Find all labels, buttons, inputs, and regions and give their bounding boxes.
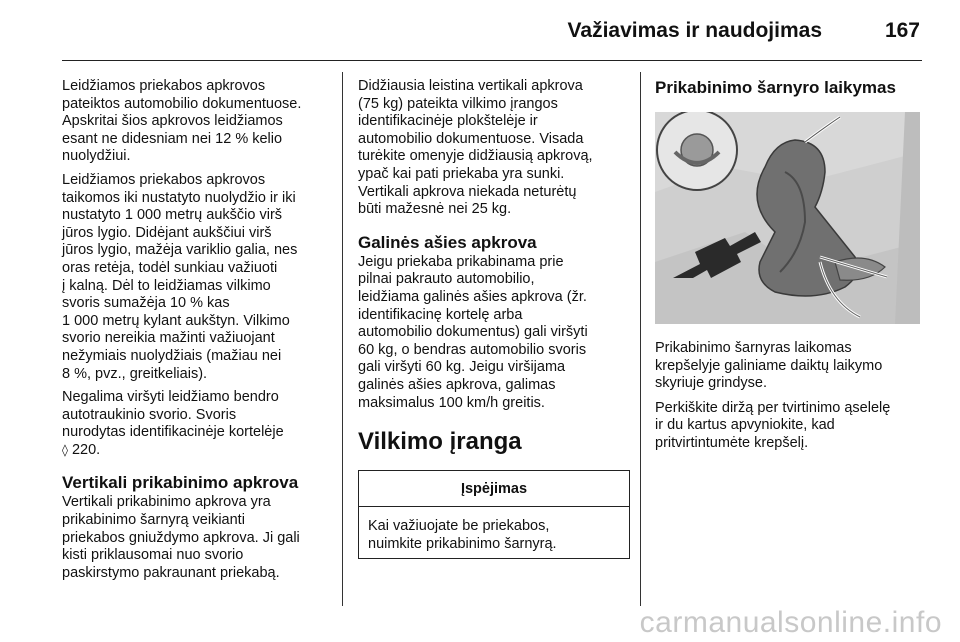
warning-title: Įspėjimas <box>359 471 629 507</box>
heading-rear-axle-load: Galinės ašies apkrova <box>358 232 537 252</box>
column-left <box>62 78 330 588</box>
heading-towing-equipment: Vilkimo įranga <box>358 428 522 456</box>
paragraph-vertical-load: Vertikali prikabinimo apkrova yra prikabinimo šarnyrą veikianti priekabos gniuždymo apkrova. Ji gali kisti priklausomai nuo svorio paskirstymo pakraunant priekabą. <box>62 494 300 581</box>
gross-weight-text: Negalima viršyti leidžiamo bendro autotraukinio svorio. Svoris nurodytas identifikacinėje kortelėje <box>62 389 284 441</box>
page-number: 167 <box>884 19 920 42</box>
paragraph-hitch-location: Prikabinimo šarnyras laikomas krepšelyje galiniame daiktų laikymo skyriuje grindyse. <box>655 340 883 392</box>
heading-hitch-storage: Prikabinimo šarnyro laikymas <box>655 78 896 97</box>
paragraph-strap-instructions: Perkiškite diržą per tvirtinimo ąselelę ir du kartus apvyniokite, kad pritvirtintumėte krepšelį. <box>655 399 891 451</box>
header-rule <box>62 60 922 61</box>
paragraph-trailer-loads: Leidžiamos priekabos apkrovos pateiktos automobilio dokumentuose. Apskritai šios apkrovos leidžiamos esant ne didesniam nei 12 % kelio nuolydžiui. <box>62 78 302 165</box>
running-header-title: Važiavimas ir naudojimas <box>567 19 822 42</box>
watermark-url: carmanualsonline.info <box>639 606 942 639</box>
heading-vertical-load: Vertikali prikabinimo apkrova <box>62 473 299 493</box>
page-reference-arrow-icon: ◊ <box>62 442 68 457</box>
column-divider-1 <box>342 72 343 606</box>
column-divider-2 <box>640 72 641 606</box>
paragraph-max-vertical-load: Didžiausia leistina vertikali apkrova (75 kg) pateikta vilkimo įrangos identifikacinėje plokštelėje ir automobilio dokumentuose. Visada turėkite omenyje didžiausią apkrovą, ypač kai pati priekaba yra sunki. Vertikali apkrova niekada neturėtų būti mažesnė nei 25 kg. <box>358 78 593 218</box>
warning-box <box>358 470 630 559</box>
page-reference-link[interactable]: 220. <box>67 441 101 458</box>
paragraph-rear-axle-load: Jeigu priekaba prikabinama prie pilnai pakrauto automobilio, leidžiama galinės ašies apkrova (žr. identifikacinę kortelę arba automobilio dokumentus) gali viršyti 60 kg, o bendras automobilio svoris gali viršyti 60 kg. Jeigu viršijama galinės ašies apkrova, galimas maksimalus 100 km/h greitis. <box>358 253 588 411</box>
paragraph-altitude: Leidžiamos priekabos apkrovos taikomos iki nustatyto nuolydžio ir iki nustatyto 1 000 metrų aukščio virš jūros lygio. Didėjant aukščiui virš jūros lygio, mažėja variklio galia, nes oras retėja, todėl sunkiau važiuoti į kalną. Dėl to leidžiamas vilkimo svoris sumažėja 10 % kas 1 000 metrų kylant aukštyn. Vilkimo svorio nereikia mažinti važiuojant nežymiais nuolydžiais (mažiau nei 8 %, pvz., greitkeliais). <box>62 171 298 382</box>
column-middle <box>358 78 630 559</box>
column-right <box>655 78 930 460</box>
paragraph-gross-weight <box>62 389 330 459</box>
warning-text: Kai važiuojate be priekabos, nuimkite prikabinimo šarnyrą. <box>368 518 557 552</box>
hitch-storage-illustration <box>655 112 920 324</box>
